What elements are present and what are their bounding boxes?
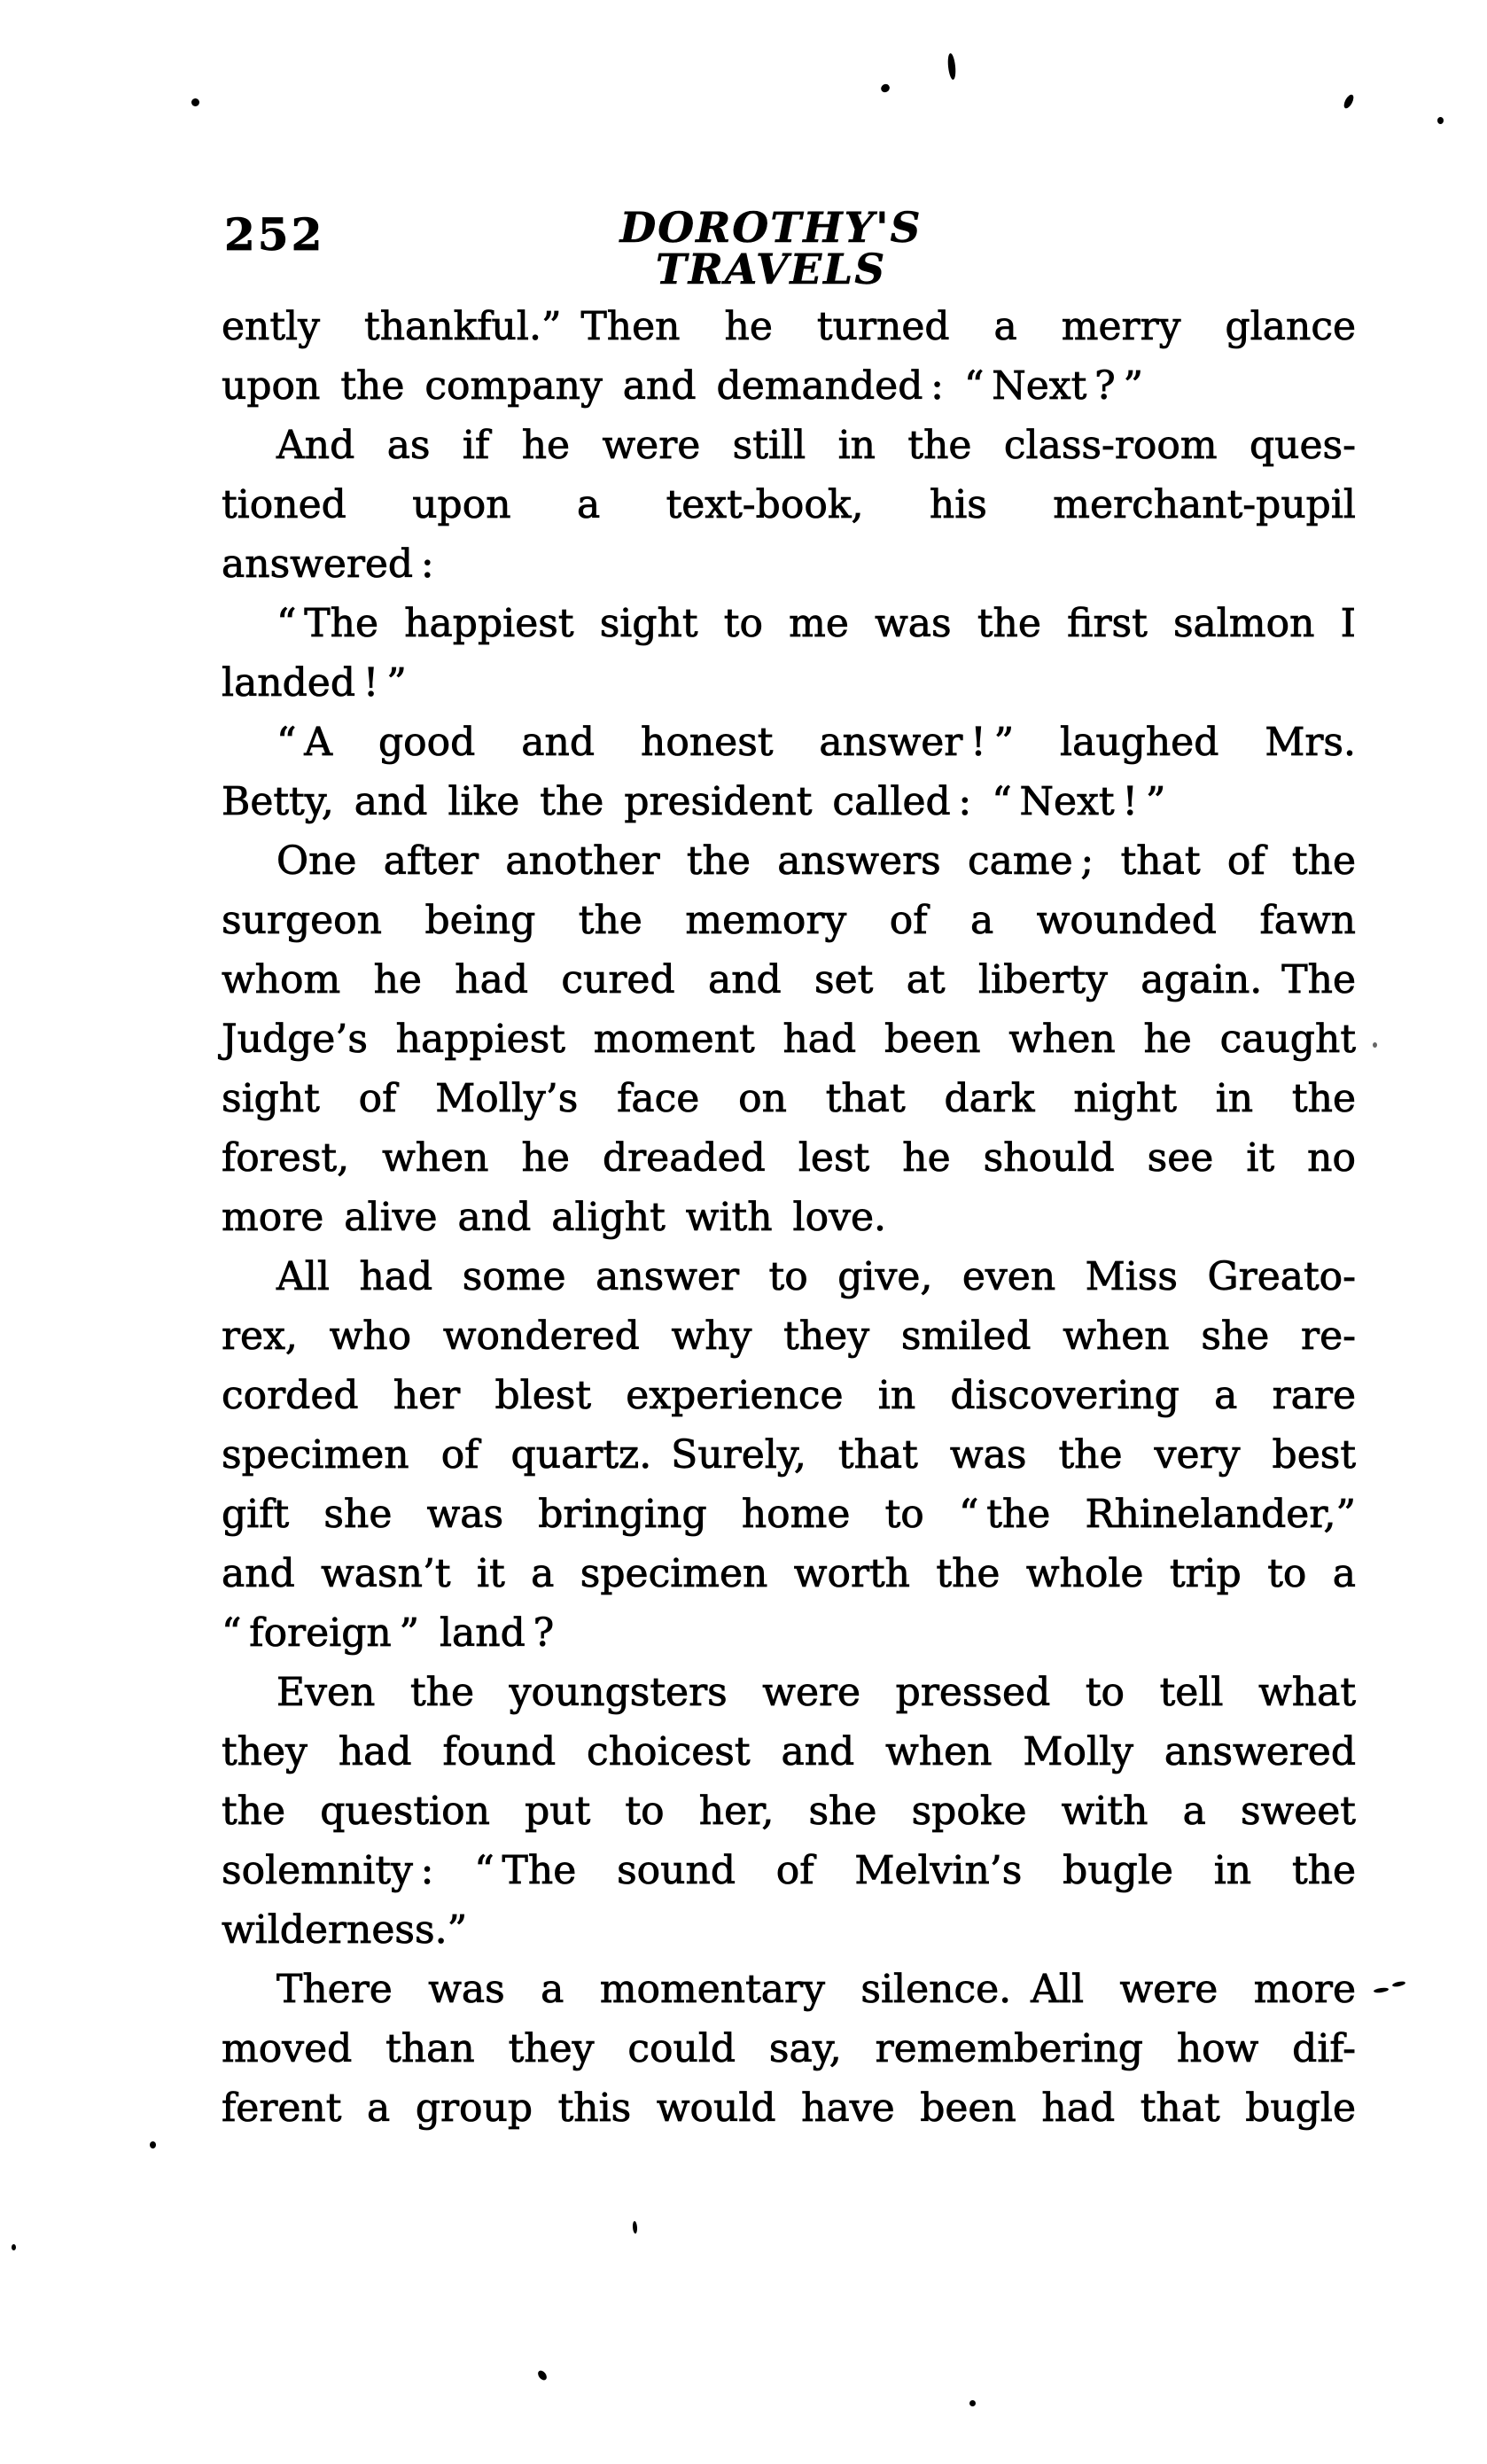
text-line: specimen of quartz. Surely, that was the very best	[222, 1432, 1356, 1478]
text-line: surgeon being the memory of a wounded fawn	[222, 898, 1356, 943]
text-line: “ foreign ” land ?	[222, 1610, 555, 1656]
text-line: upon the company and demanded : “ Next ? ”	[222, 363, 1143, 409]
text-line: moved than they could say, remembering how dif-	[222, 2026, 1356, 2071]
text-line: forest, when he dreaded lest he should see it no	[222, 1135, 1356, 1181]
text-line: Betty, and like the president called : “ Next ! ”	[222, 779, 1166, 824]
scan-speck	[1437, 117, 1444, 124]
page-number: 252	[224, 208, 325, 261]
text-line: Judge’s happiest moment had been when he caught	[222, 1017, 1356, 1062]
running-title: DOROTHY'S TRAVELS	[619, 204, 923, 294]
scan-speck	[879, 82, 891, 94]
text-line: ferent a group this would have been had that bugle	[222, 2086, 1356, 2131]
text-line: sight of Molly’s face on that dark night in the	[222, 1076, 1356, 1121]
scan-speck	[1374, 1987, 1390, 1993]
scan-speck	[191, 98, 199, 106]
text-line: landed ! ”	[222, 660, 407, 706]
text-line: the question put to her, she spoke with a sweet	[222, 1789, 1356, 1834]
scan-speck	[969, 2400, 976, 2406]
scan-speck	[150, 2141, 156, 2148]
text-line: One after another the answers came ; that of the	[276, 838, 1356, 884]
text-line: answered :	[222, 542, 434, 587]
text-line: rex, who wondered why they smiled when she re-	[222, 1314, 1356, 1359]
scan-speck	[1392, 1980, 1406, 1987]
text-line: Even the youngsters were pressed to tell what	[276, 1670, 1356, 1715]
text-line: There was a momentary silence. All were more	[276, 1967, 1356, 2012]
text-line: “ A good and honest answer ! ” laughed Mrs.	[276, 720, 1356, 765]
text-line: whom he had cured and set at liberty again. The	[222, 957, 1356, 1002]
text-line: “ The happiest sight to me was the first salmon I	[276, 601, 1356, 646]
scan-speck	[1342, 93, 1355, 110]
scan-speck	[536, 2369, 549, 2382]
scan-speck	[1373, 1042, 1377, 1048]
scan-speck	[946, 53, 956, 81]
text-line: All had some answer to give, even Miss Greato-	[276, 1254, 1356, 1299]
text-line: tioned upon a text-book, his merchant-pupil	[222, 482, 1356, 527]
text-line: and wasn’t it a specimen worth the whole trip to a	[222, 1551, 1356, 1596]
text-line: they had found choicest and when Molly answered	[222, 1729, 1356, 1774]
scan-speck	[12, 2244, 16, 2250]
text-line: more alive and alight with love.	[222, 1195, 886, 1240]
text-line: solemnity : “ The sound of Melvin’s bugle in the	[222, 1848, 1356, 1893]
text-line: corded her blest experience in discovering a rare	[222, 1373, 1356, 1418]
text-line: gift she was bringing home to “ the Rhinelander,”	[222, 1492, 1356, 1537]
text-line: And as if he were still in the class-room ques-	[276, 423, 1356, 468]
scan-speck	[633, 2221, 638, 2234]
body-text	[222, 297, 1356, 2138]
text-line: ently thankful.” Then he turned a merry glance	[222, 304, 1356, 349]
text-line: wilderness.”	[222, 1907, 468, 1953]
